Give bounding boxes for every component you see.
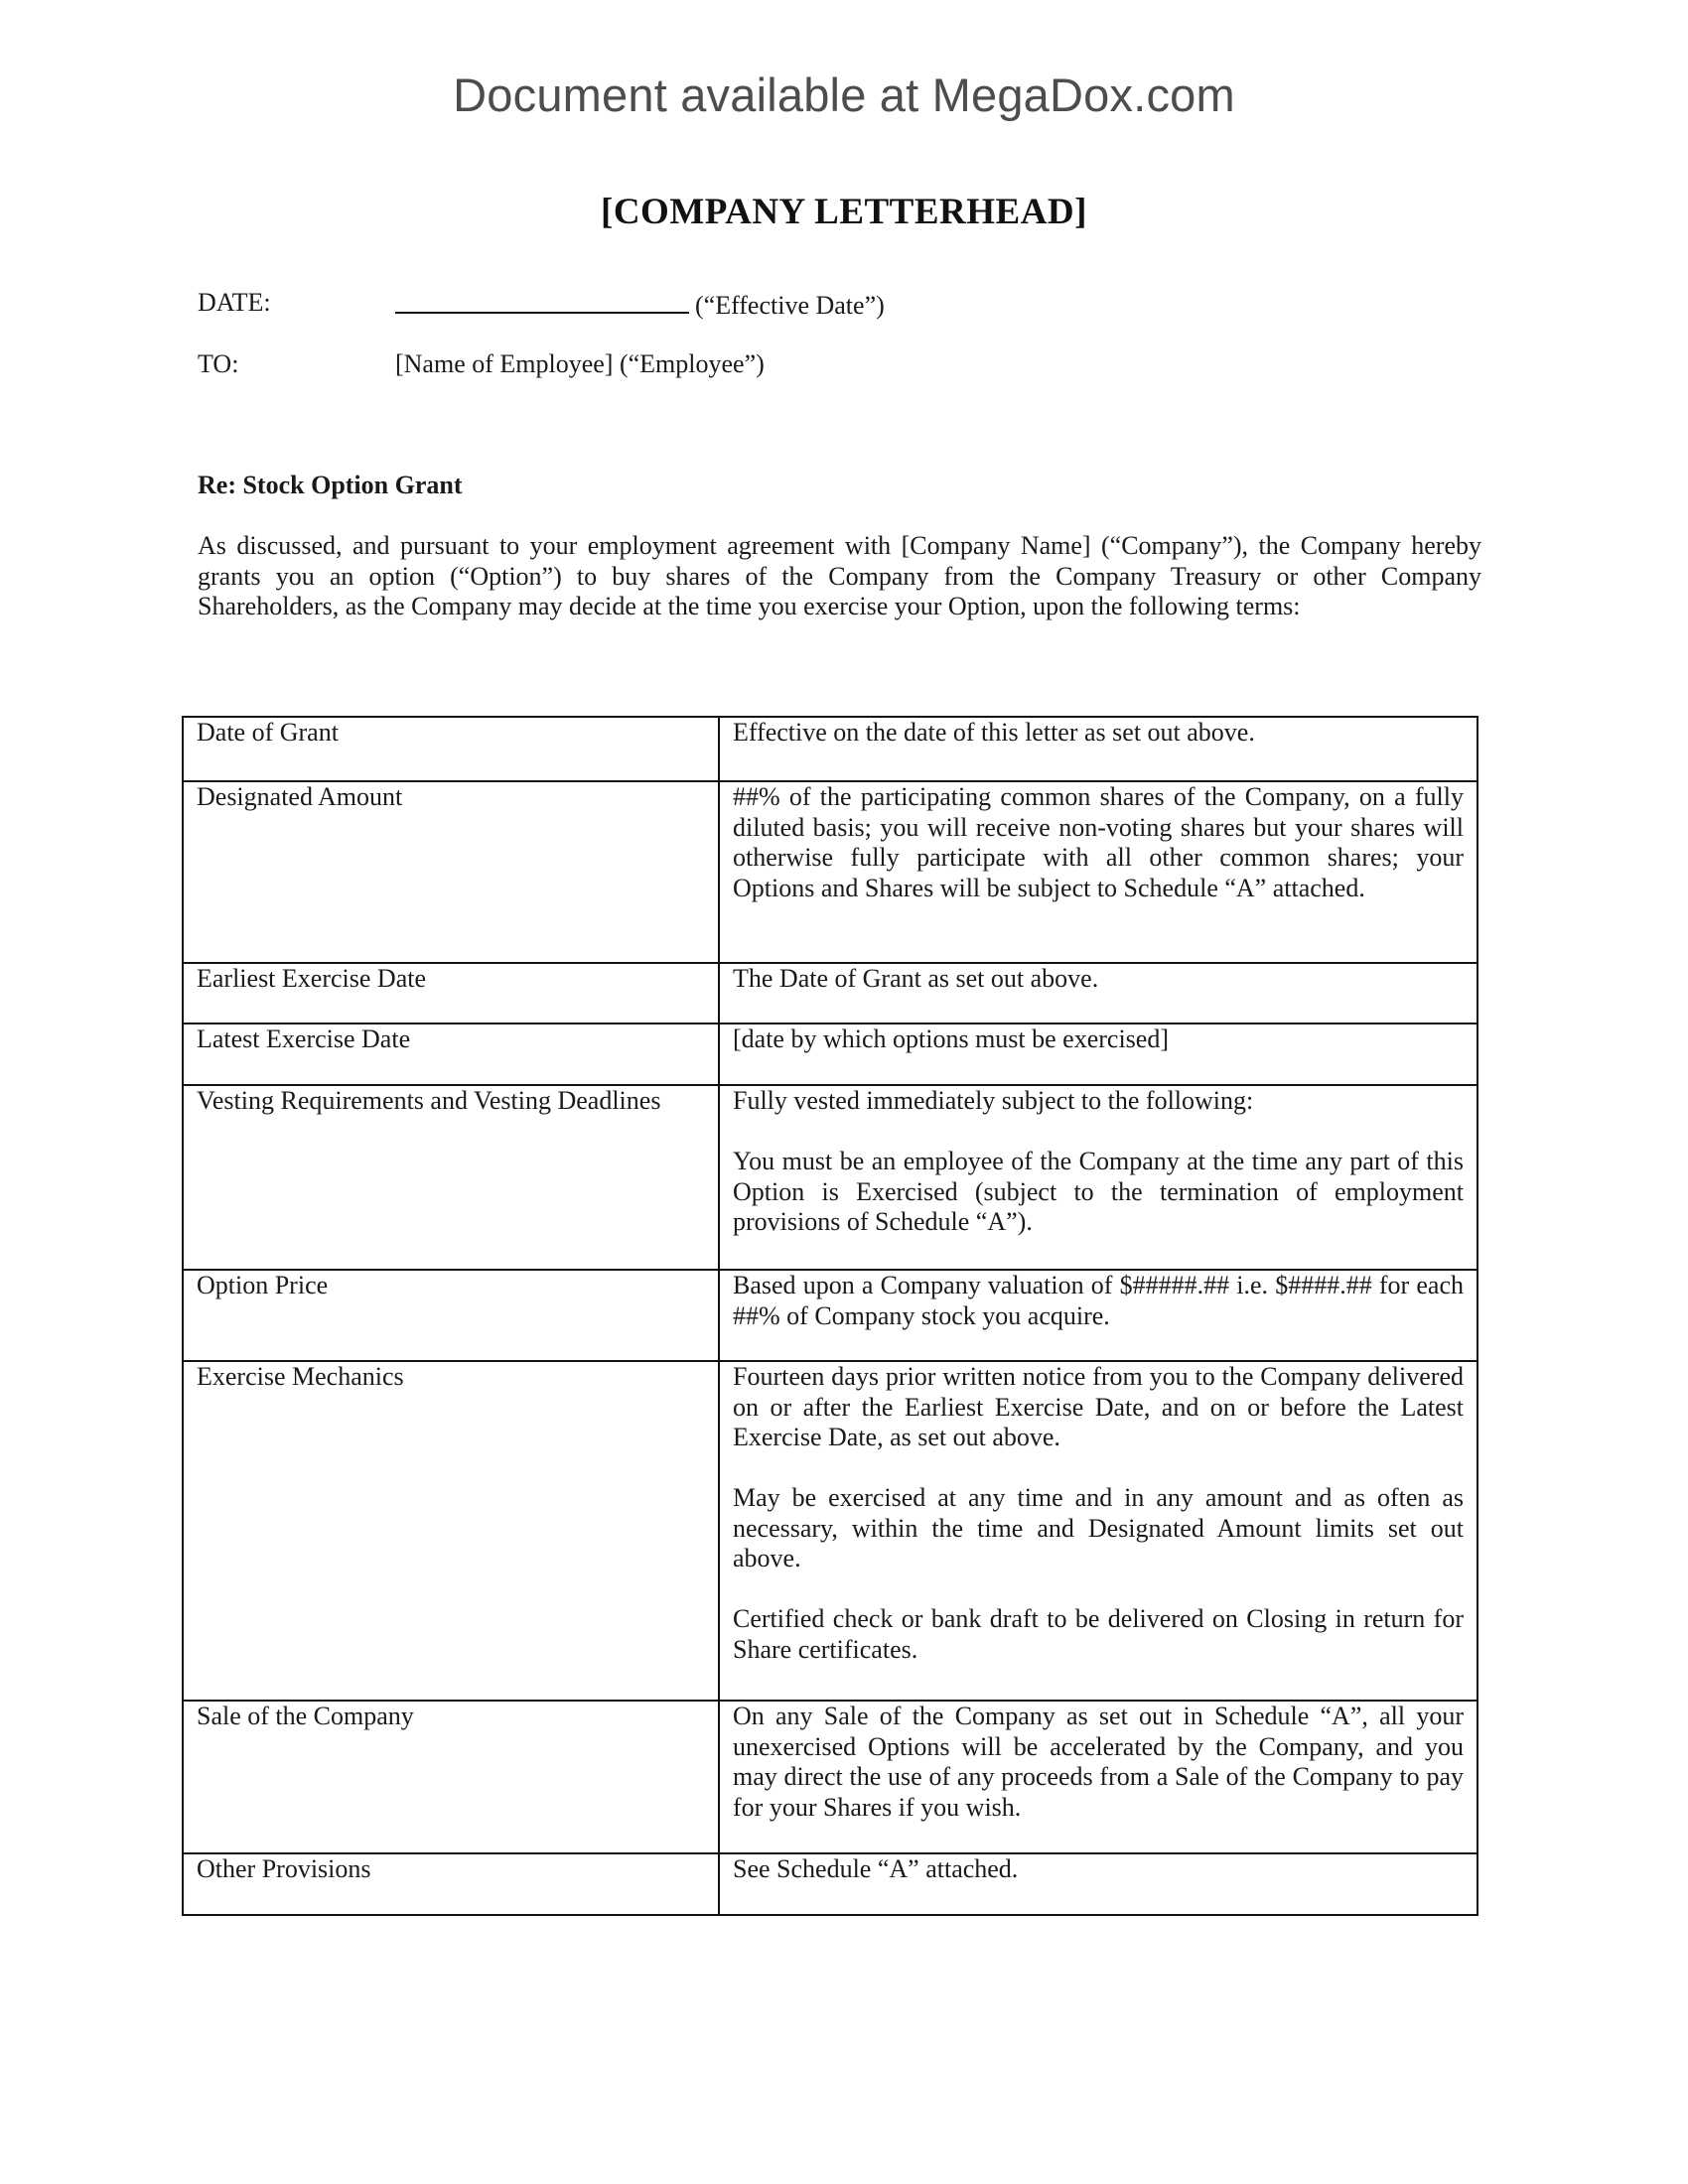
table-row <box>183 1085 1477 1270</box>
date-value <box>395 288 885 321</box>
subject-line: Re: Stock Option Grant <box>198 471 463 499</box>
term-label: Date of Grant <box>183 717 719 781</box>
term-label: Other Provisions <box>183 1853 719 1915</box>
megadox-watermark: Document available at MegaDox.com <box>453 68 1235 121</box>
table-row <box>183 963 1477 1024</box>
table-row <box>183 1361 1477 1701</box>
term-value <box>719 1085 1477 1270</box>
term-value <box>719 1270 1477 1361</box>
table-row <box>183 1270 1477 1361</box>
term-value <box>719 1701 1477 1853</box>
term-paragraph: Fourteen days prior written notice from you to the Company delivered on or after the Earliest Exercise Date, and on or before the Latest Exercise Date, as set out above. <box>733 1362 1464 1451</box>
to-value: [Name of Employee] (“Employee”) <box>395 349 765 378</box>
company-letterhead-heading: [COMPANY LETTERHEAD] <box>601 192 1087 232</box>
table-row <box>183 1701 1477 1853</box>
term-paragraph: The Date of Grant as set out above. <box>733 964 1099 993</box>
term-value <box>719 1361 1477 1701</box>
to-label: TO: <box>198 349 239 378</box>
term-label: Latest Exercise Date <box>183 1024 719 1085</box>
term-label: Sale of the Company <box>183 1701 719 1853</box>
table-row <box>183 1853 1477 1915</box>
term-label: Exercise Mechanics <box>183 1361 719 1701</box>
term-value <box>719 1024 1477 1085</box>
option-terms-table <box>182 716 1478 1916</box>
term-value <box>719 963 1477 1024</box>
term-label: Designated Amount <box>183 781 719 963</box>
terms-table-body <box>183 717 1477 1915</box>
term-paragraph: Based upon a Company valuation of $#####.## i.e. $####.## for each ##% of Company stock you acquire. <box>733 1271 1464 1330</box>
term-value <box>719 1853 1477 1915</box>
term-paragraph: Certified check or bank draft to be delivered on Closing in return for Share certificates. <box>733 1604 1464 1664</box>
term-value <box>719 717 1477 781</box>
term-label: Earliest Exercise Date <box>183 963 719 1024</box>
term-label: Vesting Requirements and Vesting Deadlines <box>183 1085 719 1270</box>
date-blank-line[interactable] <box>395 288 689 314</box>
date-label: DATE: <box>198 288 271 317</box>
term-paragraph: Effective on the date of this letter as set out above. <box>733 718 1255 747</box>
term-paragraph: See Schedule “A” attached. <box>733 1854 1019 1883</box>
term-paragraph: ##% of the participating common shares of the Company, on a fully diluted basis; you will receive non-voting shares but your shares will otherwise fully participate with all other common shares; your Options and Shares will be subject to Schedule “A” attached. <box>733 782 1464 902</box>
term-paragraph: May be exercised at any time and in any amount and as often as necessary, within the time and Designated Amount limits set out above. <box>733 1483 1464 1572</box>
term-paragraph: On any Sale of the Company as set out in Schedule “A”, all your unexercised Options will be accelerated by the Company, and you may direct the use of any proceeds from a Sale of the Company to pay for your Shares if you wish. <box>733 1702 1464 1822</box>
table-row <box>183 1024 1477 1085</box>
term-paragraph: [date by which options must be exercised] <box>733 1024 1169 1053</box>
effective-date-note: (“Effective Date”) <box>695 291 885 320</box>
term-value <box>719 781 1477 963</box>
term-paragraph: You must be an employee of the Company at the time any part of this Option is Exercised (subject to the termination of employment provisions of Schedule “A”). <box>733 1147 1464 1236</box>
table-row <box>183 717 1477 781</box>
term-paragraph: Fully vested immediately subject to the following: <box>733 1086 1254 1115</box>
term-label: Option Price <box>183 1270 719 1361</box>
table-row <box>183 781 1477 963</box>
intro-paragraph: As discussed, and pursuant to your employment agreement with [Company Name] (“Company”), the Company hereby grants you an option (“Option”) to buy shares of the Company from the Company Treasury or other Company Shareholders, as the Company may decide at the time you exercise your Option, upon the following terms: <box>198 531 1481 620</box>
